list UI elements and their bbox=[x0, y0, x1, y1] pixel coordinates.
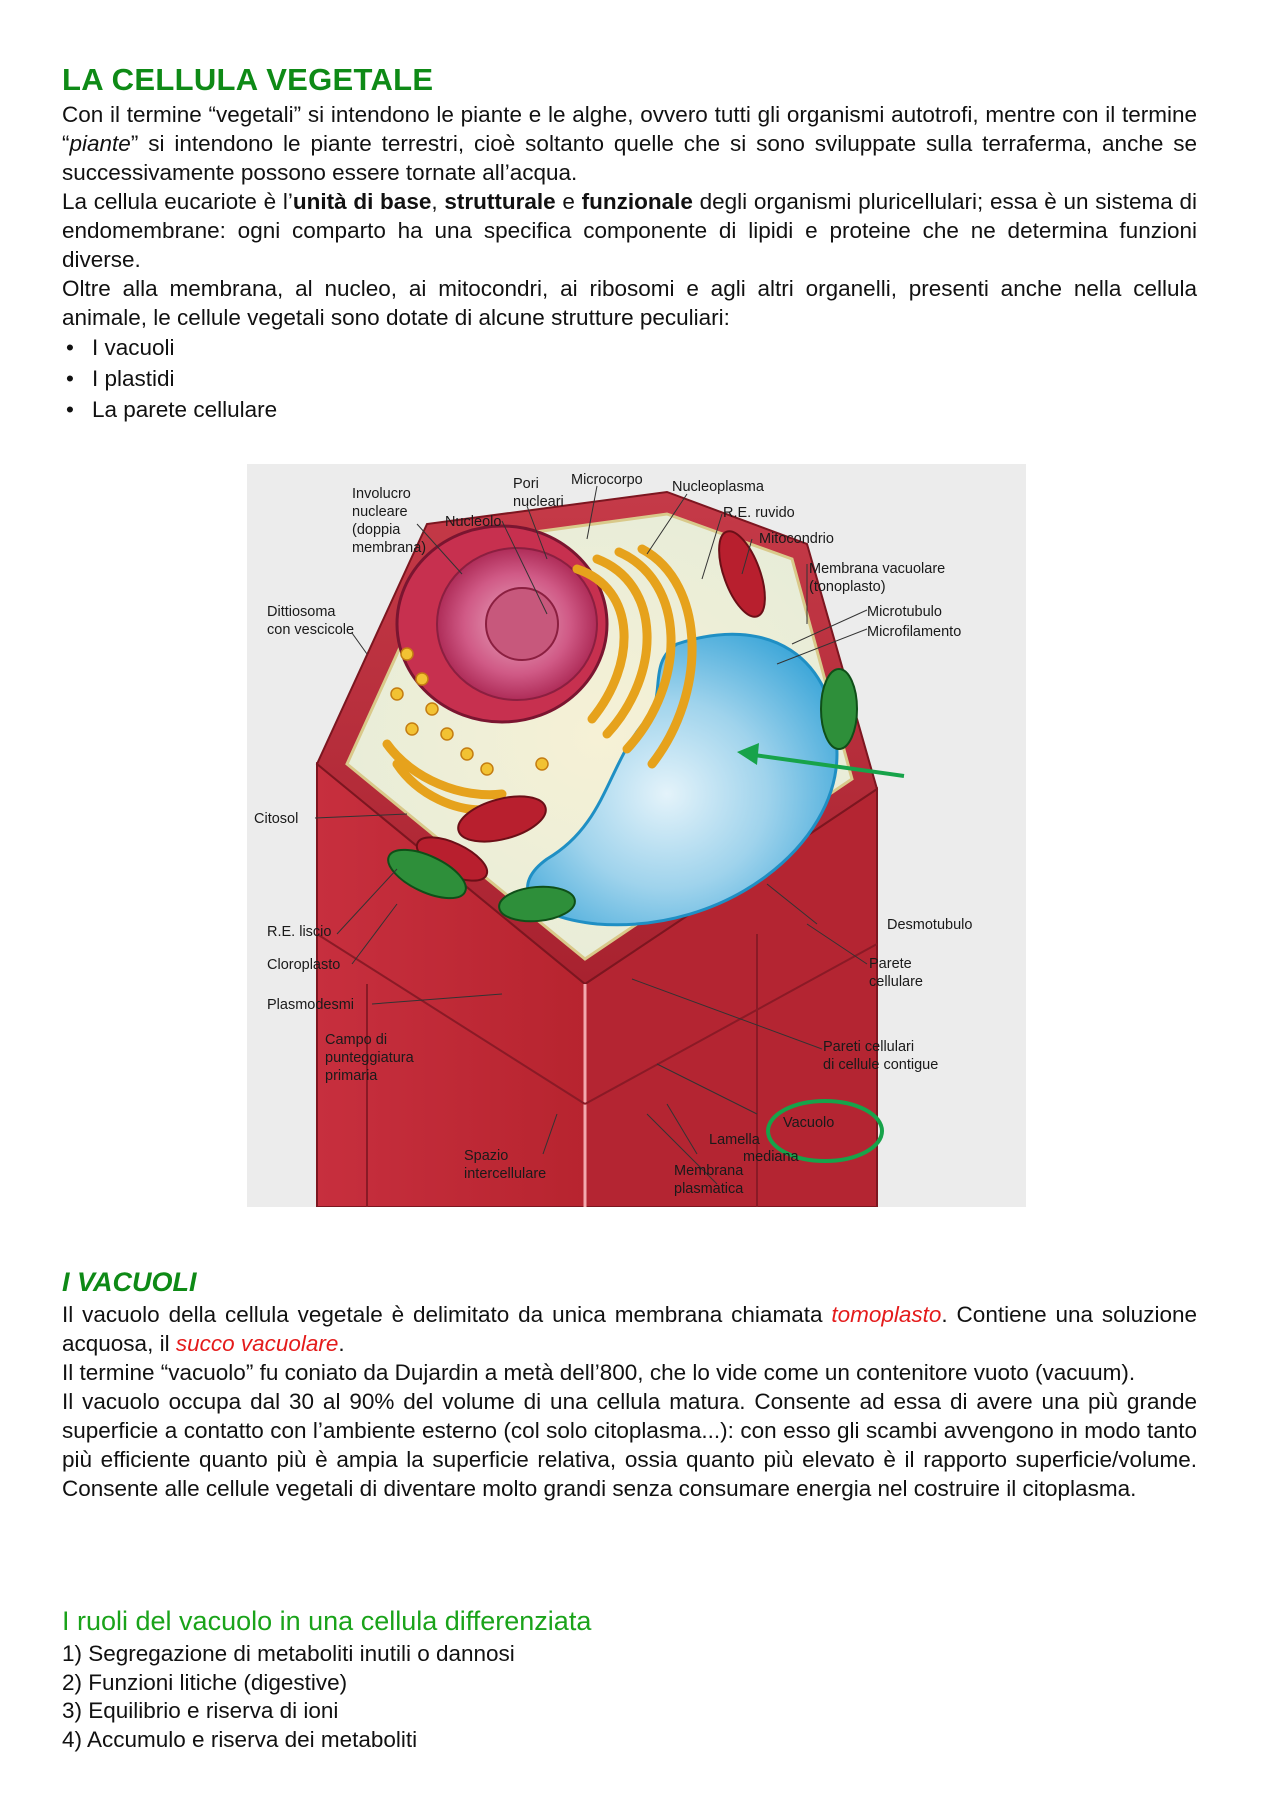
vacuoli-section bbox=[62, 1300, 1197, 1503]
label-spazio: Spazio bbox=[464, 1148, 509, 1164]
intro-paragraph-3: Oltre alla membrana, al nucleo, ai mitocondri, ai ribosomi e agli altri organelli, presenti anche nella cellula animale, le cellule vegetali sono dotate di alcune strutture peculiari: bbox=[62, 276, 1197, 330]
label-pareti: di cellule contigue bbox=[823, 1057, 939, 1073]
label-campo: punteggiatura bbox=[325, 1050, 414, 1066]
label-membrana-plasmatica: plasmatica bbox=[674, 1181, 744, 1197]
label-lamella: Lamella bbox=[709, 1132, 760, 1148]
nucleolus bbox=[486, 588, 558, 660]
label-re-ruvido: R.E. ruvido bbox=[723, 505, 795, 521]
label-lamella: mediana bbox=[743, 1149, 799, 1165]
label-microtubulo: Microtubulo bbox=[867, 604, 942, 620]
label-membrana-vacuolare: Membrana vacuolare bbox=[809, 561, 946, 577]
label-nucleolo: Nucleolo bbox=[445, 514, 502, 530]
label-dittiosoma: Dittiosoma bbox=[267, 604, 336, 620]
list-item: • I plastidi bbox=[62, 363, 1197, 394]
label-campo: primaria bbox=[325, 1068, 378, 1084]
intro-paragraph-2: La cellula eucariote è l’unità di base, strutturale e funzionale degli organismi pluricellulari; essa è un sistema di endomembrane: ogni comparto ha una specifica componente di lipidi e proteine che ne determina funzioni diverse. bbox=[62, 189, 1197, 272]
label-cloroplasto: Cloroplasto bbox=[267, 957, 341, 973]
vacuoli-paragraph-1: Il vacuolo della cellula vegetale è delimitato da unica membrana chiamata tomoplasto. Contiene una soluzione acquosa, il succo vacuolare. bbox=[62, 1302, 1197, 1356]
list-item: 2) Funzioni litiche (digestive) bbox=[62, 1669, 348, 1695]
label-dittiosoma: con vescicole bbox=[267, 622, 355, 638]
label-campo: Campo di bbox=[325, 1032, 388, 1048]
label-pareti: Pareti cellulari bbox=[823, 1039, 915, 1055]
label-pori: Pori bbox=[513, 476, 539, 492]
label-involucro: (doppia bbox=[352, 522, 401, 538]
structures-list bbox=[62, 332, 1197, 425]
label-involucro: Involucro bbox=[352, 486, 411, 502]
vacuoli-paragraph-3: Il vacuolo occupa dal 30 al 90% del volume di una cellula matura. Consente ad essa di avere una più grande superficie a contatto con l’ambiente esterno (col solo citoplasma...): con esso gli scambi avvengono in modo tanto più efficiente quanto più è ampia la superficie relativa, ossia quanto più elevato è il rapporto superficie/volume. Consente alle cellule vegetali di diventare molto grandi senza consumare energia nel costruire il citoplasma. bbox=[62, 1389, 1197, 1501]
intro-paragraph-1: Con il termine “vegetali” si intendono le piante e le alghe, ovvero tutti gli organismi autotrofi, mentre con il termine “piante” si intendono le piante terrestri, cioè soltanto quelle che si sono sviluppate sulla terraferma, anche se successivamente possono essere tornate all’acqua. bbox=[62, 102, 1197, 185]
label-membrana-plasmatica: Membrana bbox=[674, 1163, 744, 1179]
label-membrana-vacuolare: (tonoplasto) bbox=[809, 579, 886, 595]
plant-cell-figure bbox=[247, 464, 1026, 1207]
list-item: 3) Equilibrio e riserva di ioni bbox=[62, 1698, 339, 1723]
vacuoli-paragraph-2: Il termine “vacuolo” fu coniato da Dujardin a metà dell’800, che lo vide come un contenitore vuoto (vacuum). bbox=[62, 1360, 1136, 1385]
section-heading-ruoli: I ruoli del vacuolo in una cellula differenziata bbox=[62, 1606, 592, 1636]
label-microcorpo: Microcorpo bbox=[571, 472, 643, 488]
label-citosol: Citosol bbox=[254, 811, 299, 827]
label-pori: nucleari bbox=[513, 494, 564, 510]
intro-section bbox=[62, 60, 1197, 425]
label-re-liscio: R.E. liscio bbox=[267, 924, 332, 940]
list-item: 1) Segregazione di metaboliti inutili o dannosi bbox=[62, 1641, 515, 1666]
label-vacuolo: Vacuolo bbox=[783, 1115, 835, 1131]
label-microfilamento: Microfilamento bbox=[867, 624, 962, 640]
label-spazio: intercellulare bbox=[464, 1166, 547, 1182]
label-involucro: nucleare bbox=[352, 504, 408, 520]
ruoli-list bbox=[62, 1640, 1197, 1754]
label-plasmodesmi: Plasmodesmi bbox=[267, 997, 355, 1013]
chloroplast bbox=[821, 669, 857, 749]
list-item: 4) Accumulo e riserva dei metaboliti bbox=[62, 1726, 418, 1752]
section-heading-vacuoli: I VACUOLI bbox=[62, 1267, 197, 1297]
label-parete: cellulare bbox=[869, 974, 923, 990]
label-nucleoplasma: Nucleoplasma bbox=[672, 479, 764, 495]
label-parete: Parete bbox=[869, 956, 912, 972]
label-involucro: membrana) bbox=[352, 540, 427, 556]
page-title: LA CELLULA VEGETALE bbox=[62, 62, 434, 97]
label-mitocondrio: Mitocondrio bbox=[759, 531, 834, 547]
list-item: • I vacuoli bbox=[62, 332, 1197, 363]
plant-cell-illustration bbox=[247, 464, 1026, 1207]
label-desmotubulo: Desmotubulo bbox=[887, 917, 973, 933]
ruoli-section bbox=[62, 1640, 1197, 1754]
list-item: • La parete cellulare bbox=[62, 394, 1197, 425]
